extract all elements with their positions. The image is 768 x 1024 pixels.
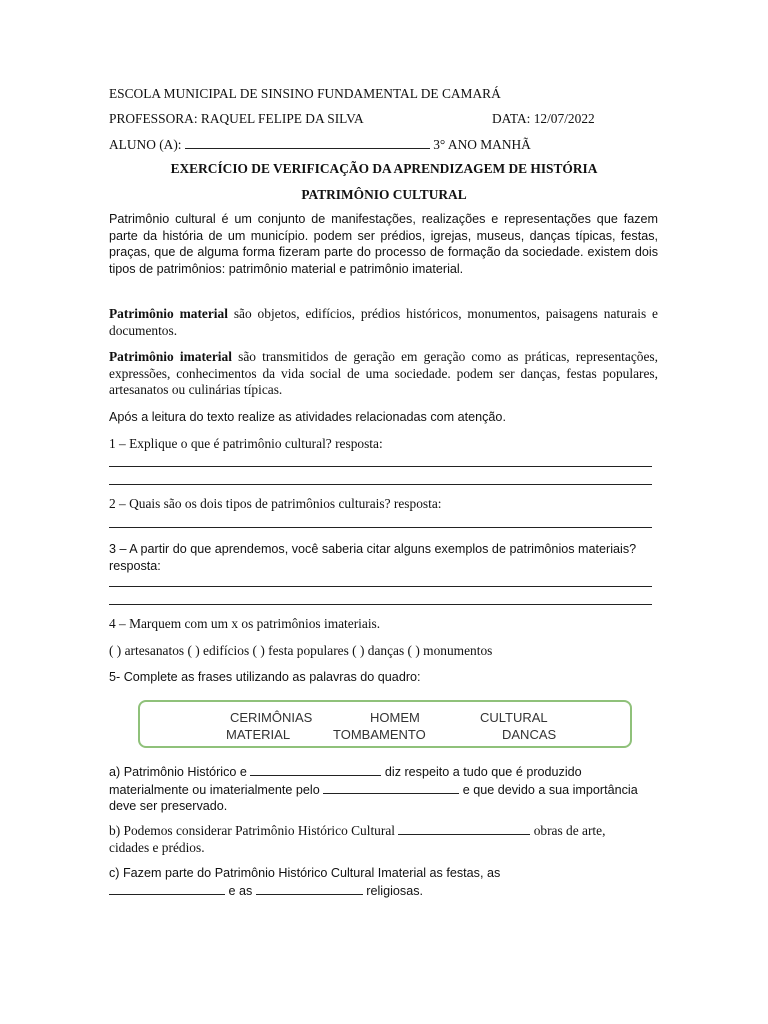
question-1: 1 – Explique o que é patrimônio cultural? resposta: [109, 436, 383, 451]
material-text: são objetos, edifícios, prédios históricos, monumentos, paisagens naturais e documentos. [109, 306, 658, 338]
sentence-a-part1: a) Patrimônio Histórico e [109, 765, 251, 779]
sentence-a-part3: e que devido a sua importância deve ser preservado. [109, 782, 638, 813]
answer-line-1a[interactable] [109, 466, 652, 467]
question-4: 4 – Marquem com um x os patrimônios imateriais. [109, 616, 381, 631]
sentence-b-part1: b) Podemos considerar Patrimônio Histórico Cultural [109, 823, 399, 838]
imaterial-text: são transmitidos de geração em geração como as práticas, representações, expressões, conhecimentos da vida social de uma sociedade. podem ser danças, festas populares, artesanatos ou culinárias típicas. [109, 349, 658, 397]
sentence-b [109, 822, 639, 856]
sentence-a-part2: diz respeito a tudo que é produzido materialmente ou imaterialmente pelo [109, 765, 582, 797]
blank-c1[interactable] [109, 882, 225, 895]
blank-b1[interactable] [398, 822, 530, 835]
answer-line-3b[interactable] [109, 604, 652, 605]
sentence-c-part1: c) Fazem parte do Patrimônio Histórico Cultural Imaterial as festas, as [109, 866, 501, 880]
worksheet-title: EXERCÍCIO DE VERIFICAÇÃO DA APRENDIZAGEM DE HISTÓRIA [170, 161, 598, 176]
word-homem: HOMEM [370, 710, 420, 725]
blank-a2[interactable] [323, 781, 459, 794]
imaterial-term: Patrimônio imaterial [109, 349, 232, 364]
answer-line-1b[interactable] [109, 484, 652, 485]
word-dancas: DANCAS [502, 727, 557, 742]
word-ceremonias: CERIMÔNIAS [230, 710, 313, 725]
date: DATA: 12/07/2022 [492, 111, 595, 126]
worksheet-subtitle: PATRIMÔNIO CULTURAL [301, 187, 467, 202]
material-paragraph [109, 306, 658, 339]
intro-paragraph: Patrimônio cultural é um conjunto de manifestações, realizações e representações que fazem parte da história de um município. podem ser prédios, igrejas, museus, danças típicas, festas, praças, que de alguma forma fizeram parte do processo de formação da sociedade. existem dois tipos de patrimônios: patrimônio material e patrimônio imaterial. [109, 212, 658, 276]
question-2: 2 – Quais são os dois tipos de patrimônios culturais? resposta: [109, 496, 442, 511]
sentence-c [109, 865, 639, 899]
answer-line-2[interactable] [109, 527, 652, 528]
material-term: Patrimônio material [109, 306, 228, 321]
blank-c2[interactable] [256, 882, 363, 895]
student-label: ALUNO (A): [109, 137, 185, 152]
instruction: Após a leitura do texto realize as atividades relacionadas com atenção. [109, 410, 506, 424]
question-3: 3 – A partir do que aprendemos, você saberia citar alguns exemplos de patrimônios materiais? resposta: [109, 542, 637, 573]
word-tombamento: TOMBAMENTO [333, 727, 426, 742]
word-material: MATERIAL [226, 727, 291, 742]
blank-a1[interactable] [250, 763, 381, 776]
question-4-options[interactable]: ( ) artesanatos ( ) edifícios ( ) festa populares ( ) danças ( ) monumentos [109, 643, 493, 658]
student-name-blank[interactable] [185, 136, 430, 149]
word-box [138, 700, 632, 748]
sentence-c-part2: e as [225, 883, 256, 898]
grade: 3° ANO MANHÃ [433, 137, 531, 152]
sentence-b-part2: obras de arte, cidades e prédios. [109, 823, 606, 855]
word-cultural: CULTURAL [480, 710, 548, 725]
cropped-text-fragment [110, 688, 395, 692]
sentence-a [109, 763, 639, 815]
question-5: 5- Complete as frases utilizando as palavras do quadro: [109, 670, 421, 684]
student-line [109, 136, 531, 153]
sentence-c-part3: religiosas. [362, 883, 424, 898]
answer-line-3a[interactable] [109, 586, 652, 587]
teacher-name: PROFESSORA: RAQUEL FELIPE DA SILVA [109, 111, 364, 126]
school-name: ESCOLA MUNICIPAL DE SINSINO FUNDAMENTAL DE CAMARÁ [109, 86, 501, 101]
imaterial-paragraph [109, 349, 658, 399]
